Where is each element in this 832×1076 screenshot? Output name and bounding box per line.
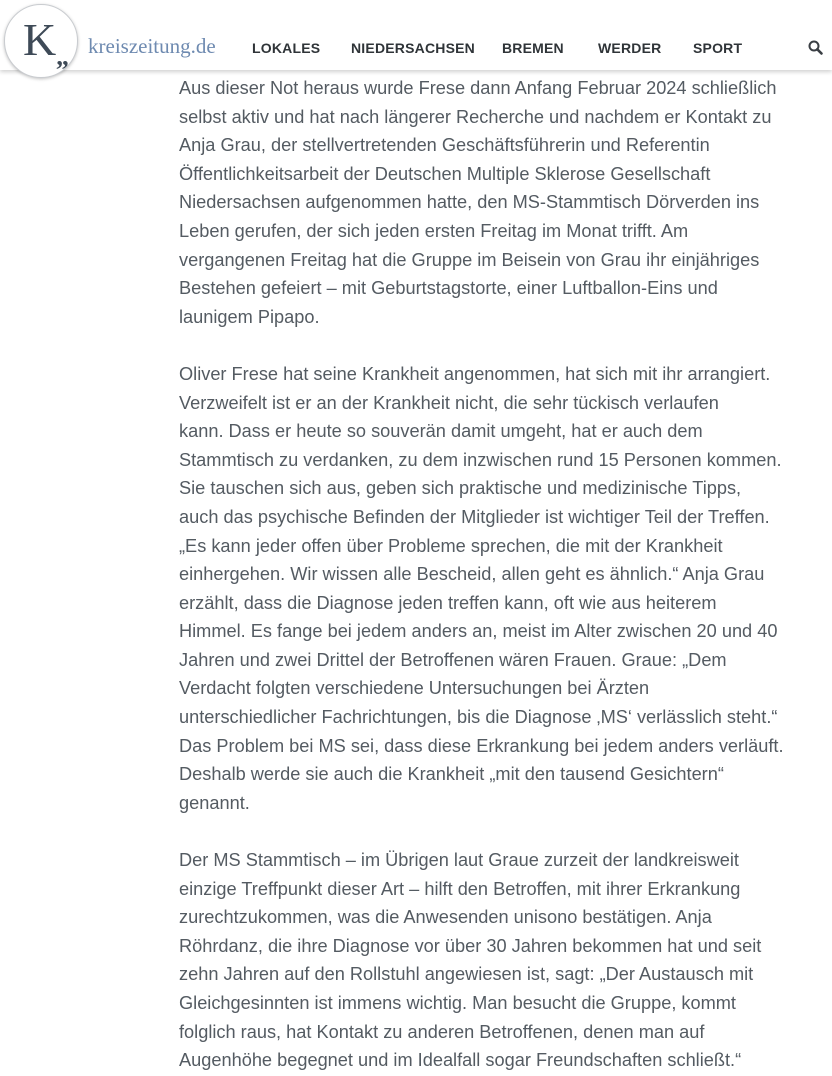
- paragraph-line: Öffentlichkeitsarbeit der Deutschen Multiple Sklerose Gesellschaft: [179, 163, 711, 184]
- search-icon: [806, 38, 826, 58]
- logo-letter: K: [23, 14, 57, 65]
- paragraph-line: Deshalb werde sie auch die Krankheit „mit den tausend Gesichtern“: [179, 764, 724, 785]
- paragraph-line: Verzweifelt ist er an der Krankheit nicht, die sehr tückisch verlaufen: [179, 392, 719, 413]
- article-paragraph: [179, 74, 819, 331]
- paragraph-line: Aus dieser Not heraus wurde Frese dann Anfang Februar 2024 schließlich: [179, 78, 777, 98]
- site-logo[interactable]: [4, 4, 78, 78]
- paragraph-line: Bestehen gefeiert – mit Geburtstagstorte, einer Luftballon-Eins und: [179, 278, 718, 299]
- paragraph-line: launigem Pipapo.: [179, 306, 320, 327]
- paragraph-line: einhergehen. Wir wissen alle Bescheid, allen geht es ähnlich.“ Anja Grau: [179, 564, 765, 585]
- paragraph-line: kann. Dass er heute so souverän damit umgeht, hat er auch dem: [179, 421, 703, 442]
- logo-quote-mark: „: [56, 42, 69, 71]
- paragraph-line: Niedersachsen aufgenommen hatte, den MS-Stammtisch Dörverden ins: [179, 192, 760, 213]
- article-paragraph: [179, 846, 819, 1075]
- paragraph-line: Röhrdanz, die ihre Diagnose vor über 30 Jahren bekommen hat und seit: [179, 935, 762, 956]
- paragraph-line: auch das psychische Befinden der Mitglieder ist wichtiger Teil der Treffen.: [179, 506, 770, 527]
- paragraph-line: Verdacht folgten verschiedene Untersuchungen bei Ärzten: [179, 678, 650, 699]
- paragraph-line: folglich raus, hat Kontakt zu anderen Betroffenen, denen man auf: [179, 1021, 705, 1042]
- paragraph-line: selbst aktiv und hat nach längerer Recherche und nachdem er Kontakt zu: [179, 106, 772, 127]
- paragraph-line: Anja Grau, der stellvertretenden Geschäftsführerin und Referentin: [179, 135, 710, 156]
- paragraph-line: unterschiedlicher Fachrichtungen, bis die Diagnose ‚MS‘ verlässlich steht.“: [179, 707, 778, 728]
- article-body: [179, 74, 819, 1076]
- paragraph-line: einzige Treffpunkt dieser Art – hilft den Betroffen, mit ihrer Erkrankung: [179, 878, 741, 899]
- paragraph-line: zurechtzukommen, was die Anwesenden unisono bestätigen. Anja: [179, 907, 712, 928]
- paragraph-line: Der MS Stammtisch – im Übrigen laut Graue zurzeit der landkreisweit: [179, 850, 739, 871]
- paragraph-line: Stammtisch zu verdanken, zu dem inzwischen rund 15 Personen kommen.: [179, 449, 782, 470]
- nav-item-lokales[interactable]: LOKALES: [252, 40, 321, 56]
- paragraph-line: Oliver Frese hat seine Krankheit angenommen, hat sich mit ihr arrangiert.: [179, 363, 771, 384]
- paragraph-line: Das Problem bei MS sei, dass diese Erkrankung bei jedem anders verläuft.: [179, 735, 784, 756]
- nav-item-sport[interactable]: SPORT: [693, 40, 743, 56]
- site-name-link[interactable]: kreiszeitung.de: [88, 34, 216, 58]
- paragraph-line: erzählt, dass die Diagnose jeden treffen kann, oft wie aus heiterem: [179, 592, 717, 613]
- search-button[interactable]: [806, 38, 826, 58]
- paragraph-line: genannt.: [179, 792, 250, 813]
- nav-item-niedersachsen[interactable]: NIEDERSACHSEN: [351, 40, 475, 56]
- paragraph-line: vergangenen Freitag hat die Gruppe im Beisein von Grau ihr einjähriges: [179, 249, 760, 270]
- nav-item-bremen[interactable]: BREMEN: [502, 40, 564, 56]
- article-paragraph: [179, 360, 819, 818]
- paragraph-line: Jahren und zwei Drittel der Betroffenen wären Frauen. Graue: „Dem: [179, 649, 727, 670]
- paragraph-line: Himmel. Es fange bei jedem anders an, meist im Alter zwischen 20 und 40: [179, 621, 778, 642]
- paragraph-line: Augenhöhe begegnet und im Idealfall sogar Freundschaften schließt.“: [179, 1050, 742, 1071]
- paragraph-line: Sie tauschen sich aus, geben sich praktische und medizinische Tipps,: [179, 478, 742, 499]
- paragraph-line: zehn Jahren auf den Rollstuhl angewiesen ist, sagt: „Der Austausch mit: [179, 964, 754, 985]
- paragraph-line: Gleichgesinnten ist immens wichtig. Man besucht die Gruppe, kommt: [179, 993, 736, 1013]
- paragraph-line: Leben gerufen, der sich jeden ersten Freitag im Monat trifft. Am: [179, 220, 689, 241]
- site-header: [0, 0, 832, 70]
- nav-item-werder[interactable]: WERDER: [598, 40, 662, 56]
- paragraph-line: „Es kann jeder offen über Probleme sprechen, die mit der Krankheit: [179, 535, 723, 556]
